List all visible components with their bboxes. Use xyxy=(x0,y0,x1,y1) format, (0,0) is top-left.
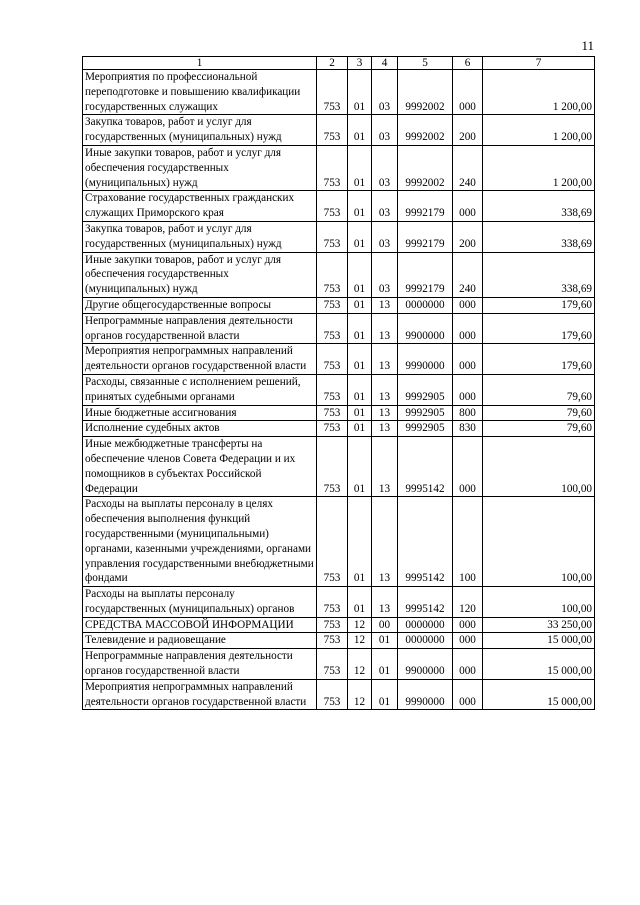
row-expense-type: 240 xyxy=(453,145,483,190)
row-subsection: 13 xyxy=(372,497,398,587)
row-ministry-code: 753 xyxy=(317,374,348,405)
row-expense-type: 100 xyxy=(453,497,483,587)
row-target-article: 9992179 xyxy=(398,221,453,252)
column-header: 1 xyxy=(83,57,317,70)
row-expense-type: 000 xyxy=(453,70,483,115)
row-ministry-code: 753 xyxy=(317,115,348,146)
row-section: 12 xyxy=(348,679,372,710)
row-name: Расходы на выплаты персоналу государственных (муниципальных) органов xyxy=(83,587,317,618)
row-subsection: 13 xyxy=(372,421,398,437)
row-expense-type: 000 xyxy=(453,344,483,375)
row-amount: 100,00 xyxy=(483,497,595,587)
table-row xyxy=(83,649,595,680)
row-ministry-code: 753 xyxy=(317,617,348,633)
row-name: Мероприятия по профессиональной переподготовке и повышению квалификации государственных служащих xyxy=(83,70,317,115)
row-name: Иные закупки товаров, работ и услуг для обеспечения государственных (муниципальных) нужд xyxy=(83,252,317,297)
row-subsection: 13 xyxy=(372,587,398,618)
row-subsection: 03 xyxy=(372,191,398,222)
row-section: 01 xyxy=(348,115,372,146)
row-name: Иные закупки товаров, работ и услуг для обеспечения государственных (муниципальных) нужд xyxy=(83,145,317,190)
row-expense-type: 000 xyxy=(453,374,483,405)
row-section: 12 xyxy=(348,633,372,649)
row-amount: 15 000,00 xyxy=(483,649,595,680)
row-subsection: 03 xyxy=(372,252,398,297)
page-number: 11 xyxy=(581,38,594,53)
row-target-article: 0000000 xyxy=(398,633,453,649)
row-amount: 179,60 xyxy=(483,344,595,375)
table-row xyxy=(83,297,595,313)
row-target-article: 9900000 xyxy=(398,313,453,344)
row-name: СРЕДСТВА МАССОВОЙ ИНФОРМАЦИИ xyxy=(83,617,317,633)
column-header: 4 xyxy=(372,57,398,70)
row-target-article: 9992002 xyxy=(398,145,453,190)
table-row xyxy=(83,145,595,190)
row-ministry-code: 753 xyxy=(317,421,348,437)
row-ministry-code: 753 xyxy=(317,344,348,375)
table-header-row xyxy=(83,57,595,70)
row-amount: 100,00 xyxy=(483,437,595,497)
row-expense-type: 000 xyxy=(453,191,483,222)
row-amount: 179,60 xyxy=(483,297,595,313)
row-amount: 79,60 xyxy=(483,421,595,437)
table-row xyxy=(83,633,595,649)
row-section: 01 xyxy=(348,374,372,405)
row-target-article: 9995142 xyxy=(398,587,453,618)
table-row xyxy=(83,70,595,115)
row-subsection: 13 xyxy=(372,313,398,344)
row-section: 01 xyxy=(348,221,372,252)
row-expense-type: 000 xyxy=(453,617,483,633)
row-section: 01 xyxy=(348,191,372,222)
row-amount: 15 000,00 xyxy=(483,679,595,710)
row-subsection: 13 xyxy=(372,437,398,497)
table-row xyxy=(83,617,595,633)
row-ministry-code: 753 xyxy=(317,191,348,222)
row-amount: 1 200,00 xyxy=(483,145,595,190)
row-name: Страхование государственных гражданских служащих Приморского края xyxy=(83,191,317,222)
table-row xyxy=(83,313,595,344)
row-ministry-code: 753 xyxy=(317,221,348,252)
row-amount: 15 000,00 xyxy=(483,633,595,649)
column-header: 2 xyxy=(317,57,348,70)
row-name: Мероприятия непрограммных направлений деятельности органов государственной власти xyxy=(83,344,317,375)
row-amount: 338,69 xyxy=(483,252,595,297)
table-row xyxy=(83,344,595,375)
row-name: Другие общегосударственные вопросы xyxy=(83,297,317,313)
row-amount: 79,60 xyxy=(483,374,595,405)
row-target-article: 9990000 xyxy=(398,344,453,375)
row-target-article: 9992002 xyxy=(398,70,453,115)
table-row xyxy=(83,405,595,421)
row-subsection: 13 xyxy=(372,297,398,313)
row-subsection: 03 xyxy=(372,70,398,115)
row-amount: 100,00 xyxy=(483,587,595,618)
row-target-article: 9992179 xyxy=(398,191,453,222)
row-section: 01 xyxy=(348,70,372,115)
row-name: Закупка товаров, работ и услуг для государственных (муниципальных) нужд xyxy=(83,115,317,146)
row-amount: 1 200,00 xyxy=(483,70,595,115)
row-target-article: 9992905 xyxy=(398,421,453,437)
row-subsection: 03 xyxy=(372,221,398,252)
row-section: 01 xyxy=(348,405,372,421)
row-section: 01 xyxy=(348,252,372,297)
table-row xyxy=(83,115,595,146)
row-target-article: 9995142 xyxy=(398,497,453,587)
table-row xyxy=(83,191,595,222)
row-subsection: 01 xyxy=(372,633,398,649)
row-subsection: 13 xyxy=(372,374,398,405)
column-header: 5 xyxy=(398,57,453,70)
row-name: Расходы на выплаты персоналу в целях обеспечения выполнения функций государственными (муниципальными) органами, казенными учреждениями, органами управления государственными внебюджетными фондами xyxy=(83,497,317,587)
row-expense-type: 200 xyxy=(453,115,483,146)
row-ministry-code: 753 xyxy=(317,145,348,190)
row-ministry-code: 753 xyxy=(317,679,348,710)
row-target-article: 9992179 xyxy=(398,252,453,297)
row-target-article: 9992905 xyxy=(398,405,453,421)
row-target-article: 0000000 xyxy=(398,297,453,313)
row-expense-type: 000 xyxy=(453,313,483,344)
row-amount: 338,69 xyxy=(483,221,595,252)
column-header: 6 xyxy=(453,57,483,70)
table-row xyxy=(83,437,595,497)
row-section: 01 xyxy=(348,313,372,344)
row-name: Непрограммные направления деятельности органов государственной власти xyxy=(83,649,317,680)
row-target-article: 9992002 xyxy=(398,115,453,146)
row-section: 01 xyxy=(348,587,372,618)
row-name: Телевидение и радиовещание xyxy=(83,633,317,649)
row-ministry-code: 753 xyxy=(317,497,348,587)
row-subsection: 03 xyxy=(372,145,398,190)
row-expense-type: 000 xyxy=(453,649,483,680)
row-section: 12 xyxy=(348,649,372,680)
row-subsection: 03 xyxy=(372,115,398,146)
column-header: 7 xyxy=(483,57,595,70)
row-amount: 338,69 xyxy=(483,191,595,222)
row-expense-type: 120 xyxy=(453,587,483,618)
row-ministry-code: 753 xyxy=(317,252,348,297)
row-ministry-code: 753 xyxy=(317,405,348,421)
row-expense-type: 800 xyxy=(453,405,483,421)
row-ministry-code: 753 xyxy=(317,313,348,344)
budget-table xyxy=(82,56,595,710)
row-amount: 79,60 xyxy=(483,405,595,421)
row-expense-type: 830 xyxy=(453,421,483,437)
row-expense-type: 000 xyxy=(453,297,483,313)
row-name: Иные бюджетные ассигнования xyxy=(83,405,317,421)
row-section: 01 xyxy=(348,437,372,497)
row-subsection: 01 xyxy=(372,649,398,680)
column-header: 3 xyxy=(348,57,372,70)
table-row xyxy=(83,252,595,297)
row-amount: 33 250,00 xyxy=(483,617,595,633)
row-expense-type: 000 xyxy=(453,679,483,710)
table-row xyxy=(83,587,595,618)
table-row xyxy=(83,221,595,252)
row-subsection: 13 xyxy=(372,344,398,375)
row-section: 01 xyxy=(348,421,372,437)
row-subsection: 01 xyxy=(372,679,398,710)
table-row xyxy=(83,679,595,710)
table-row xyxy=(83,421,595,437)
row-name: Мероприятия непрограммных направлений деятельности органов государственной власти xyxy=(83,679,317,710)
table-row xyxy=(83,374,595,405)
row-section: 01 xyxy=(348,145,372,190)
row-expense-type: 000 xyxy=(453,437,483,497)
row-name: Исполнение судебных актов xyxy=(83,421,317,437)
row-section: 01 xyxy=(348,297,372,313)
row-expense-type: 240 xyxy=(453,252,483,297)
row-expense-type: 200 xyxy=(453,221,483,252)
row-target-article: 9990000 xyxy=(398,679,453,710)
row-section: 12 xyxy=(348,617,372,633)
row-target-article: 9995142 xyxy=(398,437,453,497)
row-subsection: 00 xyxy=(372,617,398,633)
row-ministry-code: 753 xyxy=(317,437,348,497)
row-expense-type: 000 xyxy=(453,633,483,649)
row-subsection: 13 xyxy=(372,405,398,421)
row-target-article: 9992905 xyxy=(398,374,453,405)
row-target-article: 0000000 xyxy=(398,617,453,633)
row-name: Расходы, связанные с исполнением решений, принятых судебными органами xyxy=(83,374,317,405)
row-target-article: 9900000 xyxy=(398,649,453,680)
row-ministry-code: 753 xyxy=(317,633,348,649)
row-ministry-code: 753 xyxy=(317,297,348,313)
row-ministry-code: 753 xyxy=(317,70,348,115)
row-ministry-code: 753 xyxy=(317,649,348,680)
row-amount: 1 200,00 xyxy=(483,115,595,146)
row-name: Иные межбюджетные трансферты на обеспечение членов Совета Федерации и их помощников в субъектах Российской Федерации xyxy=(83,437,317,497)
row-ministry-code: 753 xyxy=(317,587,348,618)
row-amount: 179,60 xyxy=(483,313,595,344)
table-row xyxy=(83,497,595,587)
row-name: Непрограммные направления деятельности органов государственной власти xyxy=(83,313,317,344)
row-name: Закупка товаров, работ и услуг для государственных (муниципальных) нужд xyxy=(83,221,317,252)
row-section: 01 xyxy=(348,344,372,375)
row-section: 01 xyxy=(348,497,372,587)
